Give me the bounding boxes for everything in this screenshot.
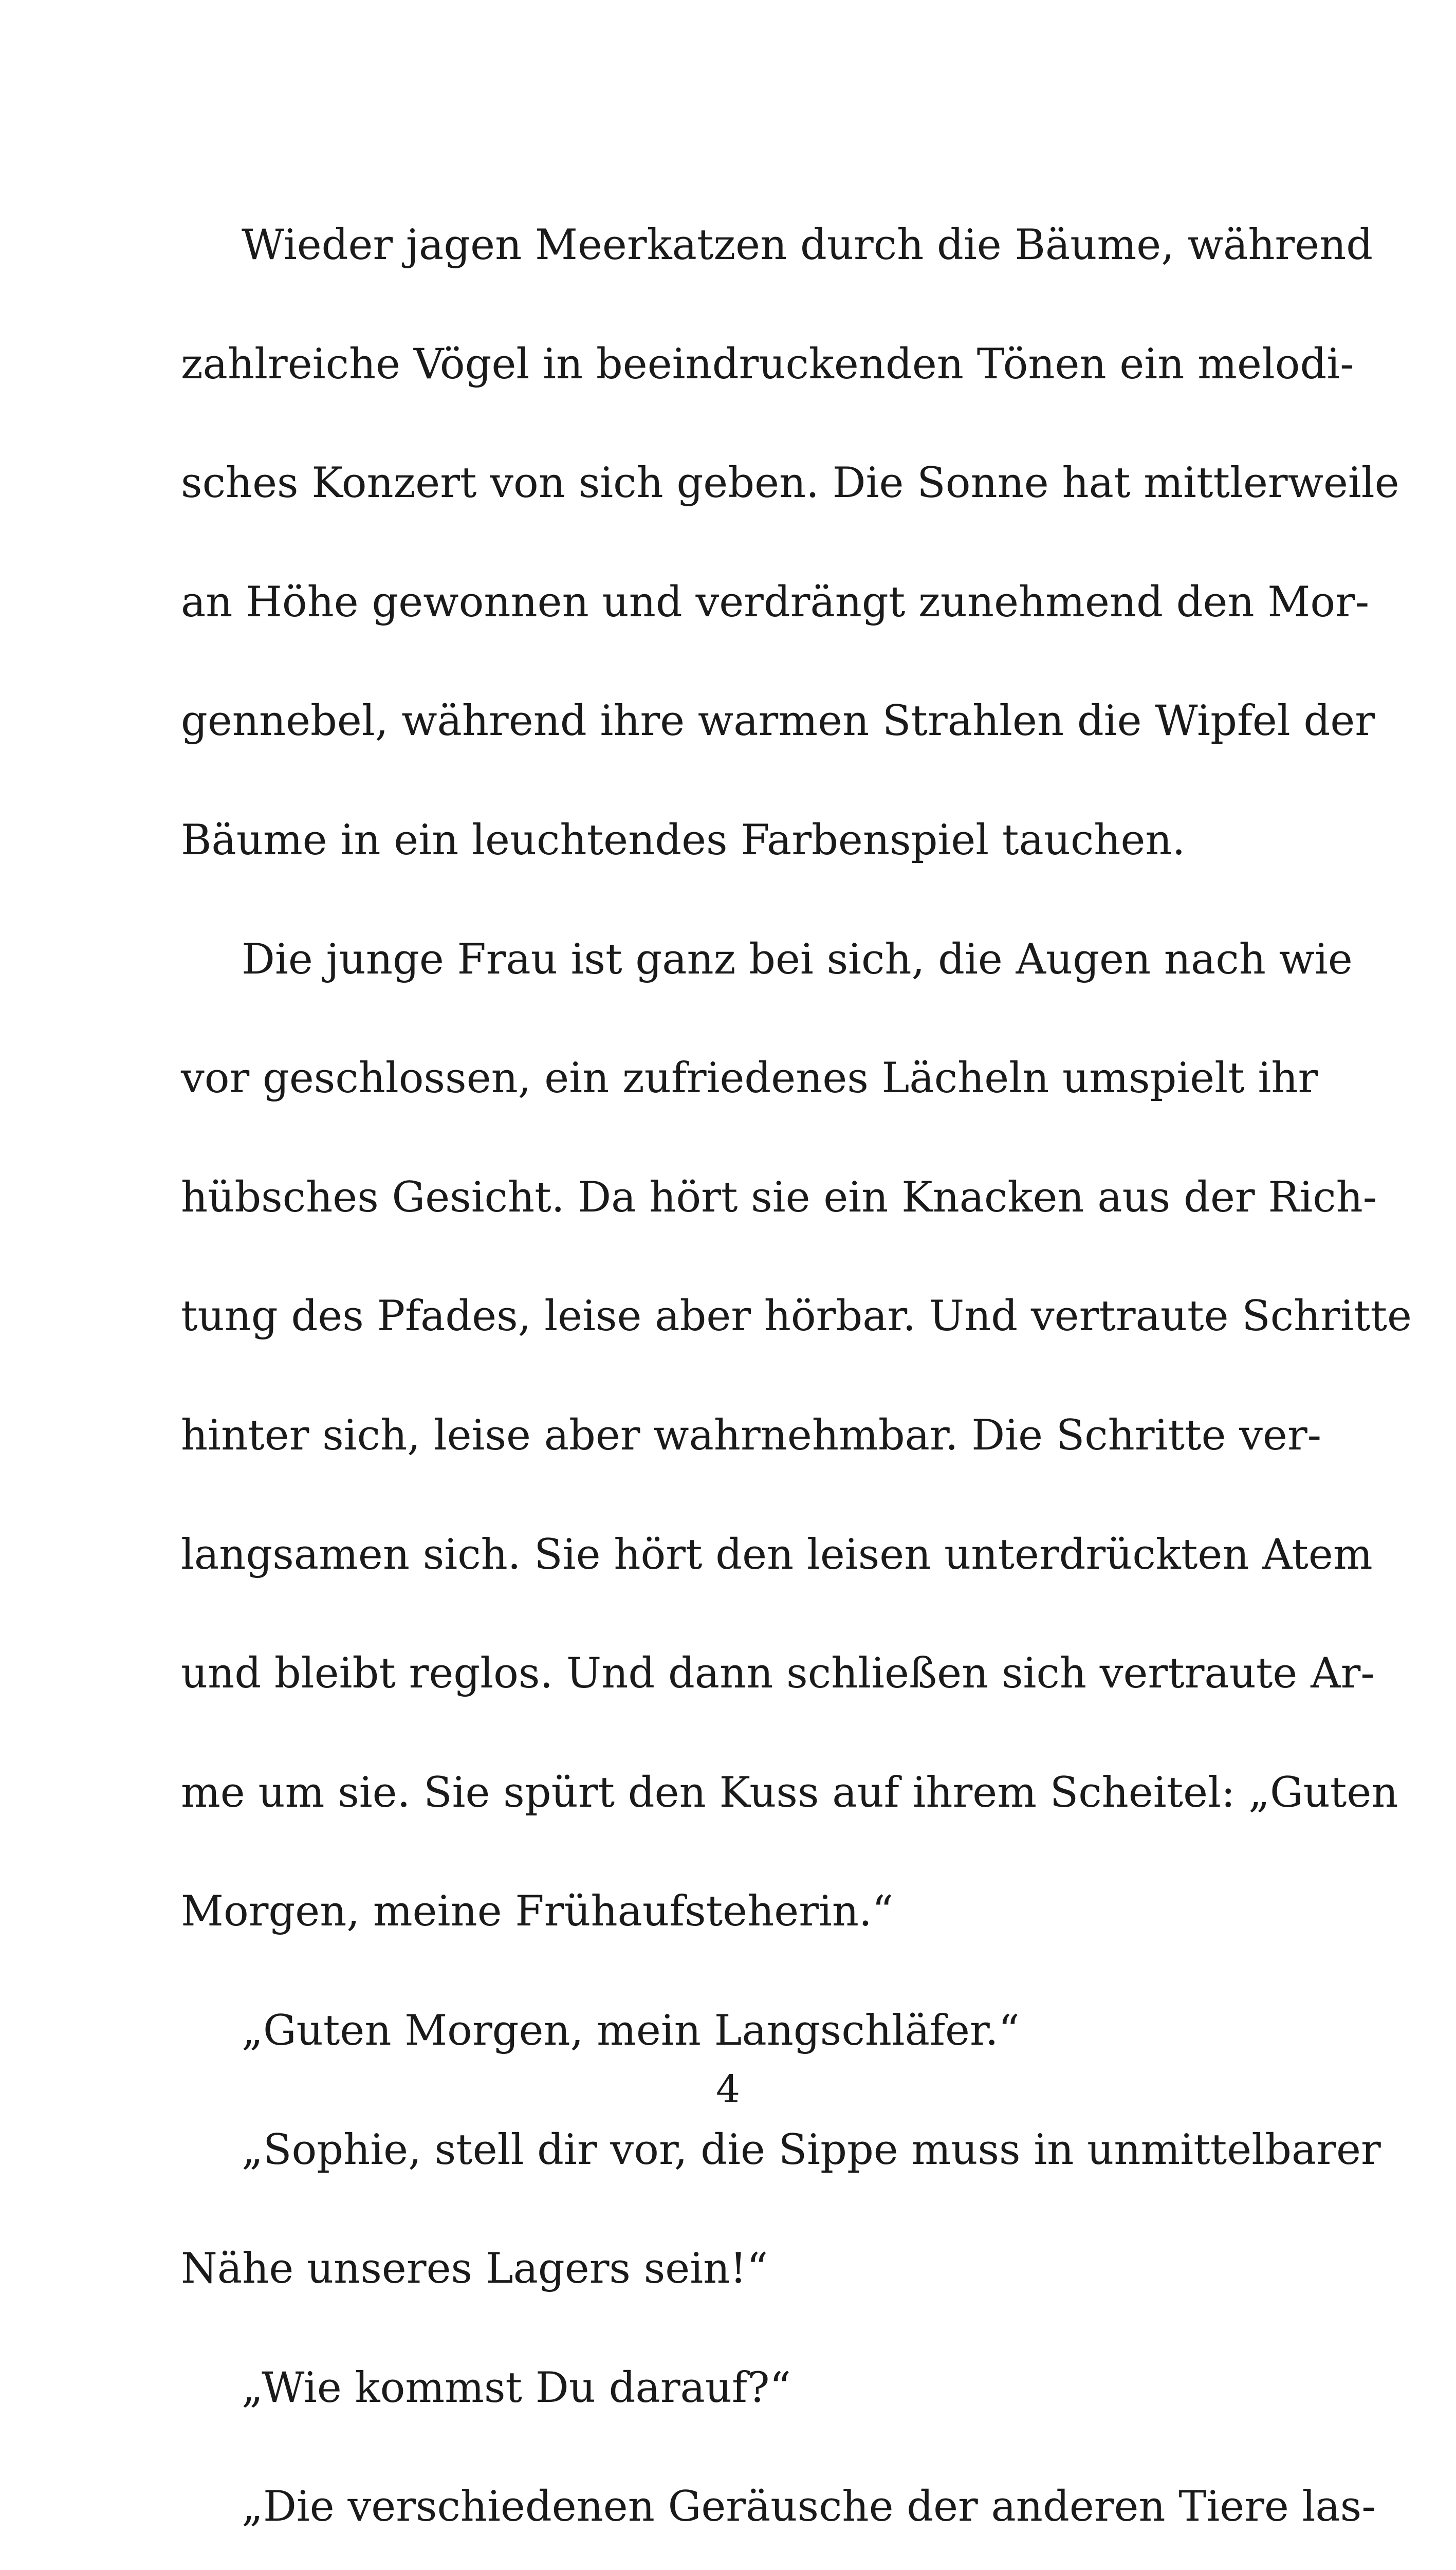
text-line: gennebel, während ihre warmen Strahlen die Wipfel der: [181, 697, 1375, 746]
text-line: „Guten Morgen, mein Langschläfer.“: [242, 2006, 1020, 2055]
text-line: „Sophie, stell dir vor, die Sippe muss in unmittelbarer: [242, 2125, 1381, 2174]
text-line: me um sie. Sie spürt den Kuss auf ihrem Scheitel: „Guten: [181, 1768, 1398, 1817]
text-line: und bleibt reglos. Und dann schließen sich vertraute Ar-: [181, 1649, 1375, 1698]
text-line: tung des Pfades, leise aber hörbar. Und vertraute Schritte: [181, 1292, 1412, 1341]
text-line: langsamen sich. Sie hört den leisen unterdrückten Atem: [181, 1530, 1373, 1579]
text-line: Morgen, meine Frühaufsteherin.“: [181, 1887, 894, 1936]
text-line: hübsches Gesicht. Da hört sie ein Knacken aus der Rich-: [181, 1173, 1377, 1222]
text-line: vor geschlossen, ein zufriedenes Lächeln umspielt ihr: [181, 1054, 1318, 1103]
text-line: Die junge Frau ist ganz bei sich, die Augen nach wie: [242, 935, 1353, 984]
text-line: an Höhe gewonnen und verdrängt zunehmend den Mor-: [181, 578, 1370, 627]
body-text: [181, 186, 1412, 2570]
text-line: „Die verschiedenen Geräusche der anderen Tiere las-: [242, 2483, 1376, 2531]
text-line: sches Konzert von sich geben. Die Sonne hat mittlerweile: [181, 459, 1399, 508]
page-number: 4: [715, 2067, 741, 2112]
text-line: Nähe unseres Lagers sein!“: [181, 2245, 768, 2293]
text-line: [181, 2567, 1228, 2570]
text-line: hinter sich, leise aber wahrnehmbar. Die Schritte ver-: [181, 1411, 1322, 1460]
text-line: zahlreiche Vögel in beeindruckenden Tönen ein melodi-: [181, 340, 1354, 389]
text-line: „Wie kommst Du darauf?“: [242, 2363, 791, 2412]
text-line: Wieder jagen Meerkatzen durch die Bäume, während: [242, 221, 1373, 269]
text-line: Bäume in ein leuchtendes Farbenspiel tauchen.: [181, 816, 1186, 865]
